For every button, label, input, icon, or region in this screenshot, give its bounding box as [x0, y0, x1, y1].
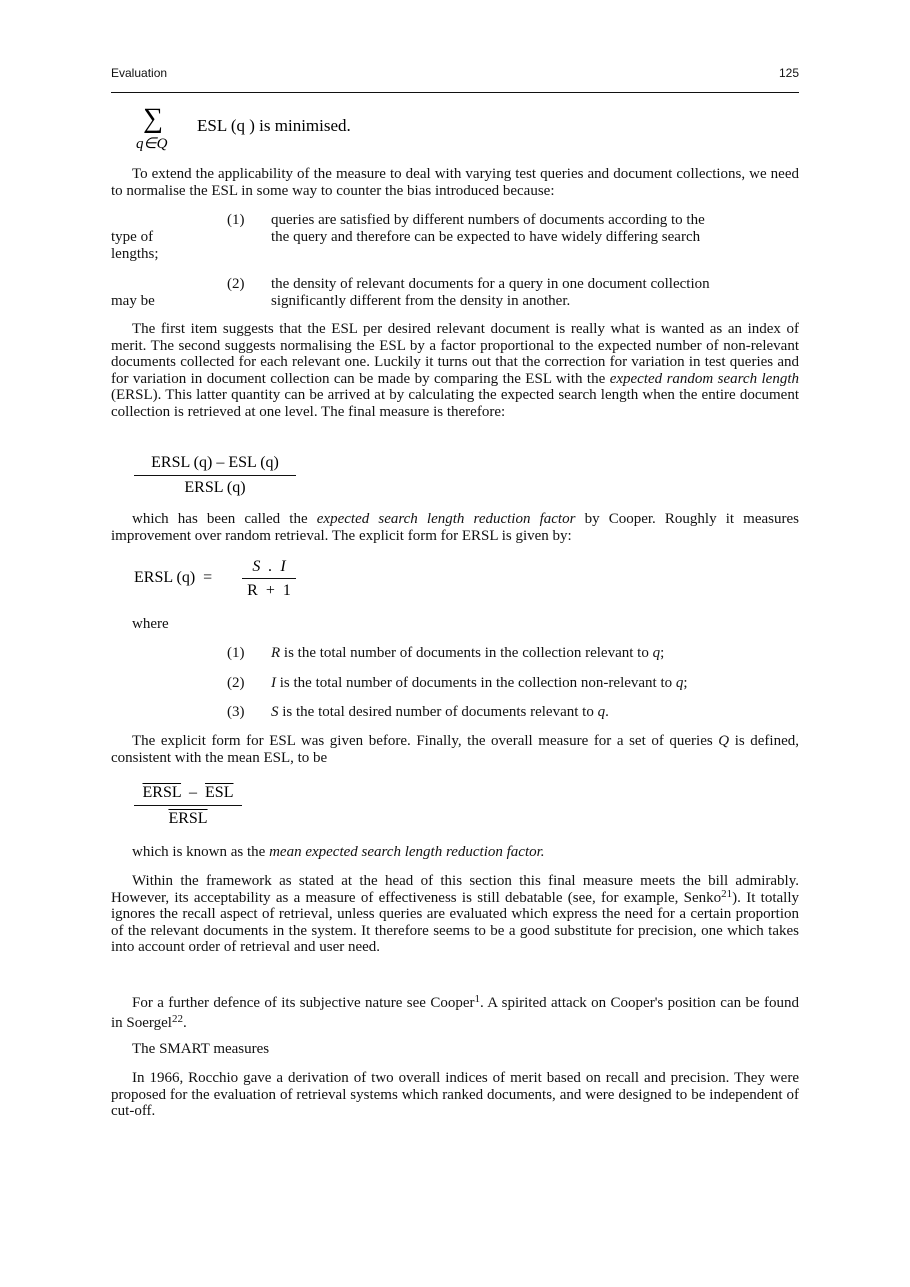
running-title: Evaluation [111, 66, 168, 80]
list-number: (1) [227, 645, 245, 661]
formula-fraction [242, 558, 296, 600]
list-lead-text: type of [111, 229, 154, 245]
header-rule [111, 92, 799, 93]
paragraph-6: Within the framework as stated at the head of this section this final measure meets the bill admirably. However, its acceptability as a measure of effectiveness is still debatable (see, for example, Senko$^{21}$). It totally ignores the recall aspect of retrieval, unless queries are evaluated which express the need for a certain proportion of the relevant documents in the system. It therefore seems to be a good substitute for precision, one which takes into account order of retrieval and user need. [111, 873, 799, 955]
paragraph-8: In 1966, Rocchio gave a derivation of two overall indices of merit based on recall and precision. They were proposed for the evaluation of retrieval systems which ranked documents, and were designed to be independent of cut-off. [111, 1070, 799, 1119]
formula-numerator: ERSL (q) – ESL (q) [151, 454, 279, 471]
formula-numerator: S . I [252, 558, 286, 575]
formula-ersl-reduction [134, 454, 296, 497]
list-text-line-2: the query and therefore can be expected to have widely differing search [271, 229, 701, 245]
list-lead-text: may be [111, 293, 155, 309]
paragraph-3: which has been called the expected search length reduction factor by Cooper. Roughly it measures improvement over random retrieval. The explicit form for ERSL is given by: [111, 511, 799, 544]
list-text-line-2: significantly different from the density in another. [271, 293, 571, 309]
page-number: 125 [778, 66, 799, 80]
list-number: (2) [227, 276, 245, 292]
list-number: (2) [227, 675, 245, 691]
formula-denominator: ERSL (q) [184, 479, 246, 496]
list-text: R is the total number of documents in the collection relevant to q; [271, 645, 665, 661]
list-text: S is the total desired number of documents relevant to q. [271, 704, 609, 720]
formula-ersl-definition [134, 558, 314, 608]
sum-symbol: ∑ [143, 103, 163, 134]
paragraph-4: The explicit form for ESL was given before. Finally, the overall measure for a set of queries Q is defined, consistent with the mean ESL, to be [111, 733, 799, 766]
paragraph-5: which is known as the mean expected search length reduction factor. [132, 844, 545, 860]
formula-denominator: ERSL [168, 810, 208, 827]
paragraph-2: The first item suggests that the ESL per desired relevant document is really what is wanted as an index of merit. The second suggests normalising the ESL by a factor proportional to the expected number of non-relevant documents collected for each relevant one. Luckily it turns out that the correction for variation in test queries and for variation in document collection can be made by comparing the ESL with the expected random search length (ERSL). This latter quantity can be arrived at by calculating the expected search length when the entire document collection is retrieved at one level. The final measure is therefore: [111, 321, 799, 420]
list-text: I is the total number of documents in the collection non-relevant to q; [271, 675, 688, 691]
section-subheading: The SMART measures [132, 1041, 270, 1057]
list-number: (3) [227, 704, 245, 720]
paragraph-7: For a further defence of its subjective nature see Cooper$^1$. A spirited attack on Cooper's position can be found in Soergel$^{22}$. [111, 993, 799, 1031]
formula-mean-reduction [134, 784, 242, 828]
sum-expression: ESL (q ) is minimised. [197, 116, 351, 135]
list-text-line-1: the density of relevant documents for a query in one document collection [271, 276, 710, 292]
formula-numerator: ERSL – $\overline{ESL}$ [142, 784, 234, 801]
sum-formula [111, 103, 511, 153]
formula-denominator: R + 1 [247, 582, 291, 599]
formula-lhs: ERSL (q) = [134, 569, 213, 586]
paragraph-1: To extend the applicability of the measure to deal with varying test queries and document collections, we need to normalise the ESL in some way to counter the bias introduced because: [111, 166, 799, 199]
list-text-line-1: queries are satisfied by different numbers of documents according to the [271, 212, 705, 228]
list-tail-text: lengths; [111, 246, 159, 262]
sum-subscript: q∈Q [136, 136, 168, 152]
list-number: (1) [227, 212, 245, 228]
where-label: where [132, 616, 169, 632]
